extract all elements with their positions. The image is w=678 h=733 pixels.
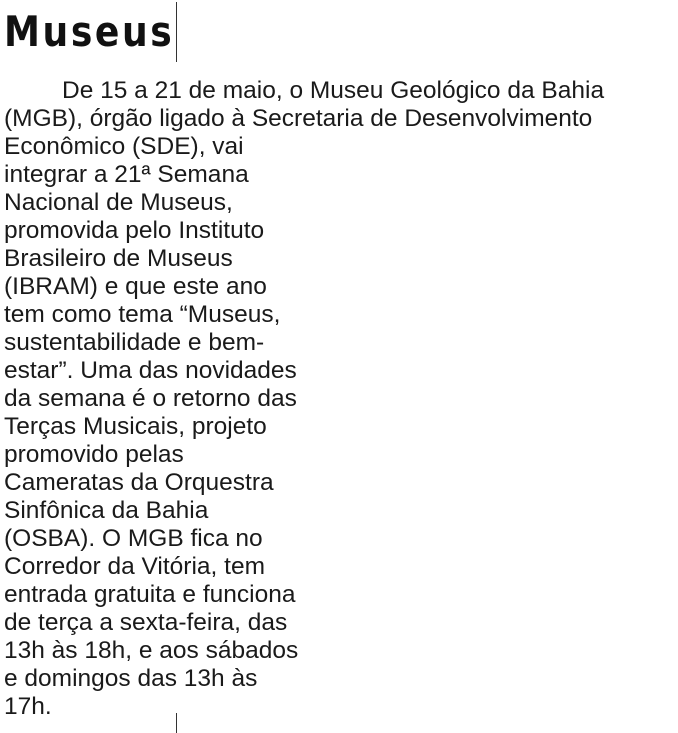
article-line: entrada gratuita e funciona xyxy=(4,581,296,608)
article-line: (IBRAM) e que este ano xyxy=(4,273,267,300)
column-divider-top xyxy=(176,2,177,62)
article-line: tem como tema “Museus, xyxy=(4,301,281,328)
column-divider-bottom xyxy=(176,713,177,733)
article-line: 13h às 18h, e aos sábados xyxy=(4,637,299,664)
article-line: sustentabilidade e bem- xyxy=(4,329,265,356)
article-line: Econômico (SDE), vai xyxy=(4,133,244,160)
article-line: integrar a 21ª Semana xyxy=(4,161,249,188)
article-line: 17h. xyxy=(4,693,52,720)
article-line: Brasileiro de Museus xyxy=(4,245,233,272)
article-body xyxy=(4,77,604,721)
article-line: estar”. Uma das novidades xyxy=(4,357,297,384)
article-line: da semana é o retorno das xyxy=(4,385,297,412)
article-line: Nacional de Museus, xyxy=(4,189,233,216)
article-line: e domingos das 13h às xyxy=(4,665,258,692)
article-line: Terças Musicais, projeto xyxy=(4,413,267,440)
article-line: de terça a sexta-feira, das xyxy=(4,609,288,636)
article-line: promovido pelas xyxy=(4,441,184,468)
article-line: Cameratas da Orquestra xyxy=(4,469,274,496)
article-line: (OSBA). O MGB fica no xyxy=(4,525,263,552)
article-line: promovida pelo Instituto xyxy=(4,217,265,244)
article-line: Corredor da Vitória, tem xyxy=(4,553,265,580)
article-line: (MGB), órgão ligado à Secretaria de Desenvolvimento xyxy=(4,105,593,132)
article-line: De 15 a 21 de maio, o Museu Geológico da Bahia xyxy=(62,77,605,104)
section-heading: Museus xyxy=(4,7,175,56)
article-line: Sinfônica da Bahia xyxy=(4,497,209,524)
